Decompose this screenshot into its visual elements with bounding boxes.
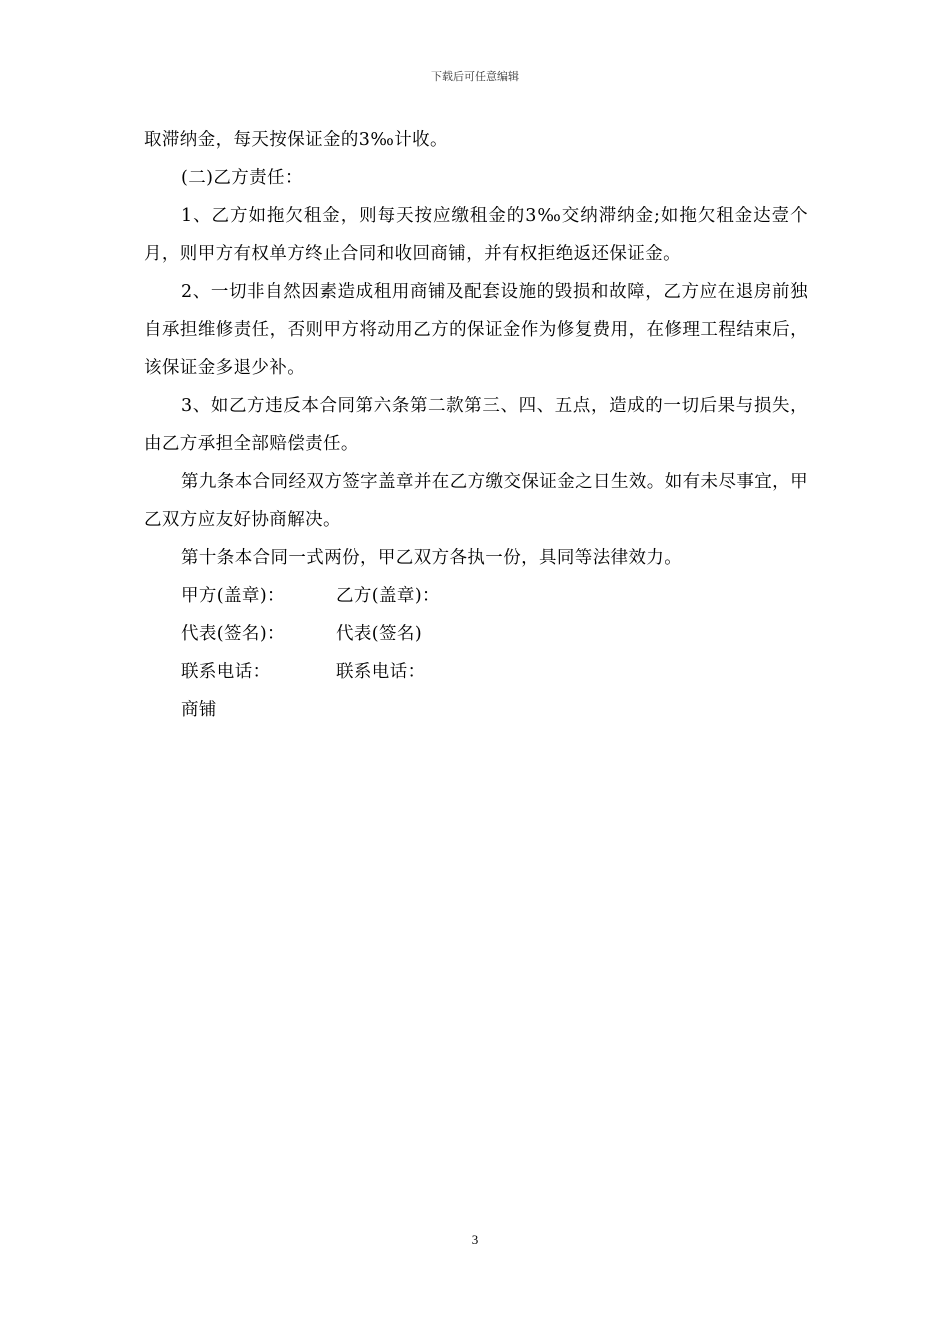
article-10-copies: 第十条本合同一式两份，甲乙双方各执一份，具同等法律效力。 bbox=[181, 548, 683, 568]
clause-2-repair-liability: 2、一切非自然因素造成租用商铺及配套设施的毁损和故障，乙方应在退房前独自承担维修责任，否则甲方将动用乙方的保证金作为修复费用，在修理工程结束后，该保证金多退少补。 bbox=[144, 282, 808, 378]
document-body bbox=[144, 121, 808, 729]
party-b-rep-label: 代表(签名) bbox=[336, 624, 423, 644]
party-a-seal-label: 甲方(盖章)： bbox=[181, 586, 285, 606]
signature-row-phone bbox=[144, 653, 808, 691]
clause-1-rent-arrears: 1、乙方如拖欠租金，则每天按应缴租金的3‰交纳滞纳金;如拖欠租金达壹个月，则甲方有权单方终止合同和收回商铺，并有权拒绝返还保证金。 bbox=[144, 206, 808, 264]
clause-3-breach-compensation: 3、如乙方违反本合同第六条第二款第三、四、五点，造成的一切后果与损失，由乙方承担全部赔偿责任。 bbox=[144, 396, 808, 454]
party-a-rep-label: 代表(签名)： bbox=[181, 624, 285, 644]
party-b-seal-label: 乙方(盖章)： bbox=[336, 586, 440, 606]
page-header: 下载后可任意编辑 bbox=[431, 70, 519, 83]
article-9-effectiveness: 第九条本合同经双方签字盖章并在乙方缴交保证金之日生效。如有未尽事宜，甲乙双方应友好协商解决。 bbox=[144, 472, 808, 530]
trailing-text: 商铺 bbox=[181, 700, 217, 720]
section-heading-party-b-liability: (二)乙方责任： bbox=[181, 168, 303, 188]
page-number: 3 bbox=[471, 1232, 479, 1247]
signature-row-representative bbox=[144, 615, 808, 653]
paragraph-continuation: 取滞纳金，每天按保证金的3‰计收。 bbox=[144, 130, 448, 150]
trailing-text-row bbox=[144, 691, 808, 729]
party-a-phone-label: 联系电话： bbox=[181, 662, 271, 682]
party-b-phone-label: 联系电话： bbox=[336, 662, 426, 682]
signature-row-seal bbox=[144, 577, 808, 615]
